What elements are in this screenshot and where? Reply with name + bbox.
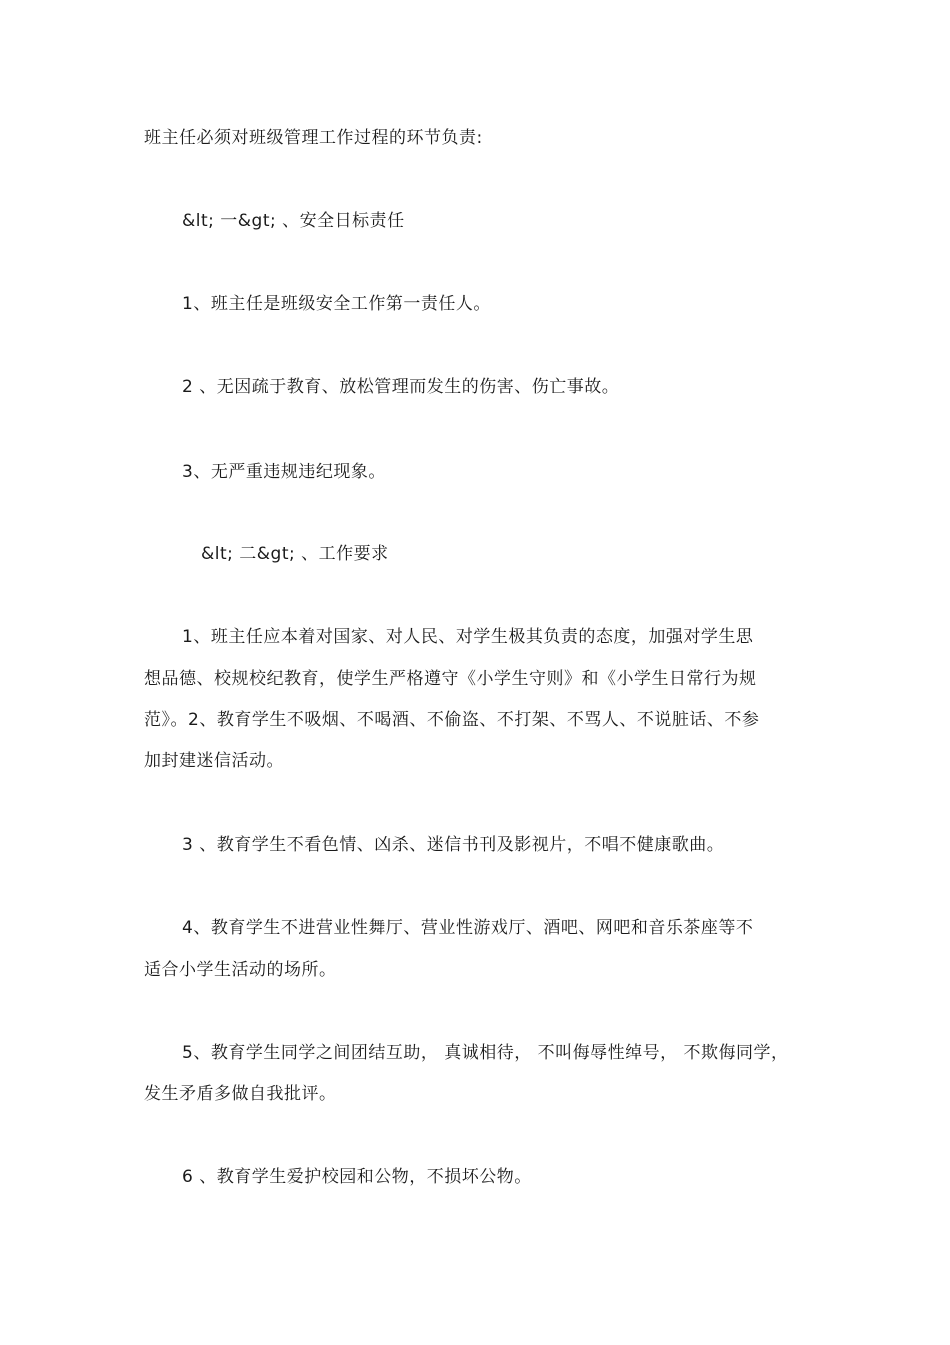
section2-item4-line-1: 4、教育学生不进营业性舞厅、营业性游戏厅、酒吧、网吧和音乐茶座等不 — [182, 918, 754, 938]
section1-heading: &lt; 一&gt; 、安全日标责任 — [182, 211, 405, 231]
section2-item1-line-2: 想品德、校规校纪教育，使学生严格遵守《小学生守则》和《小学生日常行为规 — [144, 669, 757, 689]
section2-item1-line-4: 加封建迷信活动。 — [144, 751, 284, 771]
section2-item1-line-1: 1、班主任应本着对国家、对人民、对学生极其负责的态度，加强对学生思 — [182, 627, 754, 647]
section2-item5-line-1: 5、教育学生同学之间团结互助， 真诚相待， 不叫侮辱性绰号， 不欺侮同学， — [182, 1043, 789, 1063]
section2-item-6: 6 、教育学生爱护校园和公物，不损坏公物。 — [182, 1167, 532, 1187]
intro-text: 班主任必须对班级管理工作过程的环节负责: — [144, 128, 483, 148]
section2-item4-line-2: 适合小学生活动的场所。 — [144, 960, 337, 980]
section2-item-3: 3 、教育学生不看色情、凶杀、迷信书刊及影视片，不唱不健康歌曲。 — [182, 835, 725, 855]
section2-heading: &lt; 二&gt; 、工作要求 — [201, 544, 389, 564]
section2-item5-line-2: 发生矛盾多做自我批评。 — [144, 1084, 337, 1104]
section1-item-3: 3、无严重违规违纪现象。 — [182, 462, 386, 482]
section1-item-2: 2 、无因疏于教育、放松管理而发生的伤害、伤亡事故。 — [182, 377, 620, 397]
section2-item1-line-3: 范》。2、教育学生不吸烟、不喝酒、不偷盗、不打架、不骂人、不说脏话、不参 — [144, 710, 760, 730]
section1-item-1: 1、班主任是班级安全工作第一责任人。 — [182, 294, 491, 314]
